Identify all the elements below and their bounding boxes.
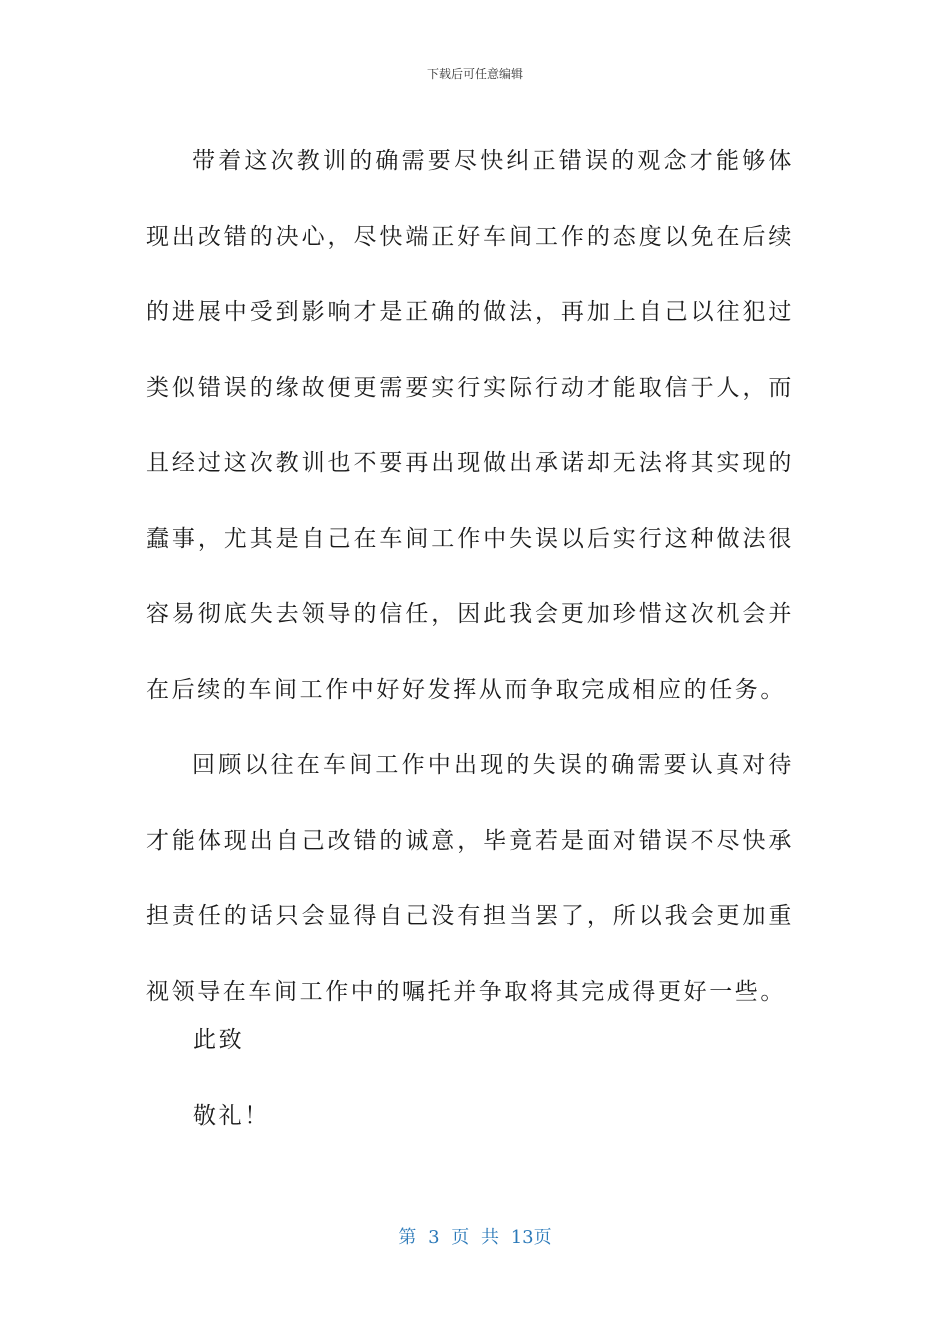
page-header: 下载后可任意编辑 xyxy=(426,67,523,81)
paragraph-2: 回顾以往在车间工作中出现的失误的确需要认真对待才能体现出自己改错的诚意，毕竟若是面对错误不尽快承担责任的话只会显得自己没有担当罢了，所以我会更加重视领导在车间工作中的嘱托并争取将其完成得更好一些。 xyxy=(146,752,794,1005)
page-number-footer: 第 3 页 共 13页 xyxy=(398,1227,552,1248)
closing-salutation: 此致 xyxy=(193,1027,245,1053)
paragraph-1: 带着这次教训的确需要尽快纠正错误的观念才能够体现出改错的决心，尽快端正好车间工作的态度以免在后续的进展中受到影响才是正确的做法，再加上自己以往犯过类似错误的缘故便更需要实行实际行动才能取信于人，而且经过这次教训也不要再出现做出承诺却无法将其实现的蠢事，尤其是自己在车间工作中失误以后实行这种做法很容易彻底失去领导的信任，因此我会更加珍惜这次机会并在后续的车间工作中好好发挥从而争取完成相应的任务。 xyxy=(146,148,794,703)
closing-regards: 敬礼！ xyxy=(193,1103,270,1129)
document-body xyxy=(146,124,794,1030)
